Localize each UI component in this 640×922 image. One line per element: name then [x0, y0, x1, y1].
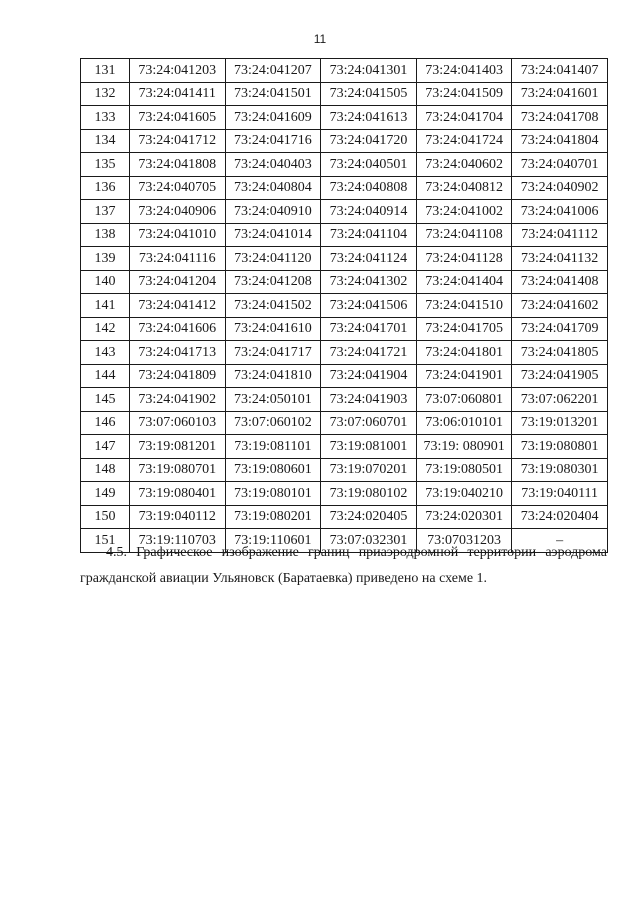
- cadastral-code-cell: 73:24:041501: [225, 82, 321, 106]
- cadastral-code-cell: 73:24:041112: [512, 223, 608, 247]
- table-row: [81, 411, 608, 435]
- cadastral-code-cell: 73:06:010101: [416, 411, 512, 435]
- cadastral-code-cell: 73:24:041609: [225, 106, 321, 130]
- cadastral-code-cell: 73:24:041724: [416, 129, 512, 153]
- table-row: [81, 129, 608, 153]
- cadastral-code-cell: 73:19:081201: [130, 435, 226, 459]
- table-row: [81, 458, 608, 482]
- cadastral-code-cell: 73:24:041116: [130, 247, 226, 271]
- section-paragraph: [80, 540, 607, 592]
- cadastral-code-cell: 73:19:081001: [321, 435, 417, 459]
- cadastral-code-cell: 73:24:040705: [130, 176, 226, 200]
- cadastral-code-cell: 73:24:040808: [321, 176, 417, 200]
- cadastral-code-cell: 73:24:020404: [512, 505, 608, 529]
- table-row: [81, 505, 608, 529]
- cadastral-code-cell: 73:19:080201: [225, 505, 321, 529]
- cadastral-code-cell: 73:19:040111: [512, 482, 608, 506]
- cadastral-code-cell: 73:24:041132: [512, 247, 608, 271]
- cadastral-code-cell: 73:07:060701: [321, 411, 417, 435]
- cadastral-code-cell: 73:07:060102: [225, 411, 321, 435]
- cadastral-code-cell: 73:24:041104: [321, 223, 417, 247]
- cadastral-code-cell: 73:24:041720: [321, 129, 417, 153]
- cadastral-code-cell: 73:24:040902: [512, 176, 608, 200]
- row-number-cell: 136: [81, 176, 130, 200]
- row-number-cell: 134: [81, 129, 130, 153]
- cadastral-code-cell: 73:19:080501: [416, 458, 512, 482]
- cadastral-code-cell: 73:24:041204: [130, 270, 226, 294]
- cadastral-code-cell: 73:19:070201: [321, 458, 417, 482]
- cadastral-code-cell: 73:24:041108: [416, 223, 512, 247]
- cadastral-code-cell: 73:24:040804: [225, 176, 321, 200]
- cadastral-code-cell: 73:24:041805: [512, 341, 608, 365]
- row-number-cell: 137: [81, 200, 130, 224]
- cadastral-code-cell: 73:24:041705: [416, 317, 512, 341]
- cadastral-code-cell: 73:24:041709: [512, 317, 608, 341]
- cadastral-code-cell: 73:24:041302: [321, 270, 417, 294]
- cadastral-code-cell: 73:24:041606: [130, 317, 226, 341]
- row-number-cell: 132: [81, 82, 130, 106]
- cadastral-code-cell: 73:24:041510: [416, 294, 512, 318]
- cadastral-code-cell: 73:24:040501: [321, 153, 417, 177]
- cadastral-code-cell: 73:24:041403: [416, 59, 512, 83]
- table-row: [81, 435, 608, 459]
- cadastral-code-cell: 73:07:060103: [130, 411, 226, 435]
- row-number-cell: 149: [81, 482, 130, 506]
- cadastral-code-cell: 73:24:020301: [416, 505, 512, 529]
- cadastral-code-cell: 73:07:062201: [512, 388, 608, 412]
- row-number-cell: 146: [81, 411, 130, 435]
- cadastral-code-cell: 73:24:040906: [130, 200, 226, 224]
- cadastral-code-cell: 73:24:041721: [321, 341, 417, 365]
- cadastral-code-cell: 73:24:041809: [130, 364, 226, 388]
- cadastral-code-cell: 73:24:041002: [416, 200, 512, 224]
- cadastral-code-cell: 73:24:041014: [225, 223, 321, 247]
- table-row: [81, 200, 608, 224]
- row-number-cell: 151: [81, 529, 130, 553]
- table-row: [81, 223, 608, 247]
- cadastral-code-cell: 73:19:040112: [130, 505, 226, 529]
- cadastral-code-cell: 73:24:041801: [416, 341, 512, 365]
- table-row: [81, 153, 608, 177]
- cadastral-code-cell: 73:24:041601: [512, 82, 608, 106]
- row-number-cell: 145: [81, 388, 130, 412]
- cadastral-code-cell: 73:24:050101: [225, 388, 321, 412]
- table-row: [81, 364, 608, 388]
- cadastral-code-cell: 73:19: 080901: [416, 435, 512, 459]
- cadastral-code-cell: 73:24:041120: [225, 247, 321, 271]
- cadastral-code-cell: 73:24:041704: [416, 106, 512, 130]
- cadastral-code-cell: 73:24:041708: [512, 106, 608, 130]
- cadastral-code-cell: 73:24:041605: [130, 106, 226, 130]
- cadastral-code-cell: 73:24:040701: [512, 153, 608, 177]
- cadastral-code-cell: 73:24:041203: [130, 59, 226, 83]
- cadastral-code-cell: 73:24:041716: [225, 129, 321, 153]
- cadastral-code-cell: 73:24:041207: [225, 59, 321, 83]
- cadastral-code-cell: 73:24:041717: [225, 341, 321, 365]
- cadastral-code-cell: 73:19:013201: [512, 411, 608, 435]
- table-row: [81, 270, 608, 294]
- cadastral-code-cell: 73:24:040403: [225, 153, 321, 177]
- cadastral-code-cell: 73:19:080301: [512, 458, 608, 482]
- cadastral-code-cell: 73:24:041810: [225, 364, 321, 388]
- cadastral-code-cell: 73:24:041904: [321, 364, 417, 388]
- cadastral-code-cell: 73:24:041905: [512, 364, 608, 388]
- row-number-cell: 147: [81, 435, 130, 459]
- row-number-cell: 150: [81, 505, 130, 529]
- cadastral-code-cell: 73:24:041903: [321, 388, 417, 412]
- cadastral-code-cell: 73:24:041404: [416, 270, 512, 294]
- table-row: [81, 247, 608, 271]
- cadastral-code-cell: 73:24:041505: [321, 82, 417, 106]
- cadastral-code-cell: 73:24:041901: [416, 364, 512, 388]
- cadastral-code-cell: 73:19:040210: [416, 482, 512, 506]
- cadastral-code-cell: 73:24:041408: [512, 270, 608, 294]
- cadastral-code-cell: 73:24:040914: [321, 200, 417, 224]
- row-number-cell: 141: [81, 294, 130, 318]
- cadastral-code-cell: 73:24:020405: [321, 505, 417, 529]
- cadastral-code-cell: 73:24:041411: [130, 82, 226, 106]
- cadastral-code-cell: 73:24:041613: [321, 106, 417, 130]
- cadastral-code-cell: 73:24:040910: [225, 200, 321, 224]
- cadastral-code-cell: 73:19:080801: [512, 435, 608, 459]
- table-body: [81, 59, 608, 553]
- table-row: [81, 482, 608, 506]
- cadastral-code-cell: 73:19:080401: [130, 482, 226, 506]
- cadastral-code-cell: 73:24:041509: [416, 82, 512, 106]
- table-row: [81, 388, 608, 412]
- cadastral-code-cell: 73:19:080601: [225, 458, 321, 482]
- cadastral-table: [80, 58, 608, 553]
- table-row: [81, 82, 608, 106]
- cadastral-code-cell: 73:24:041701: [321, 317, 417, 341]
- cadastral-code-cell: 73:24:041124: [321, 247, 417, 271]
- cadastral-code-cell: 73:24:041808: [130, 153, 226, 177]
- cadastral-code-cell: 73:24:041128: [416, 247, 512, 271]
- cadastral-code-cell: 73:24:040812: [416, 176, 512, 200]
- cadastral-code-cell: 73:19:110703: [130, 529, 226, 553]
- cadastral-code-cell: 73:24:040602: [416, 153, 512, 177]
- row-number-cell: 131: [81, 59, 130, 83]
- table-row: [81, 317, 608, 341]
- cadastral-code-cell: 73:24:041713: [130, 341, 226, 365]
- cadastral-code-cell: 73:24:041902: [130, 388, 226, 412]
- cadastral-code-cell: 73:24:041407: [512, 59, 608, 83]
- cadastral-code-cell: 73:24:041412: [130, 294, 226, 318]
- cadastral-code-cell: 73:19:080701: [130, 458, 226, 482]
- cadastral-code-cell: 73:19:080102: [321, 482, 417, 506]
- cadastral-code-cell: 73:24:041506: [321, 294, 417, 318]
- paragraph-text: 4.5. Графическое изображение границ приаэродромной территории аэродрома гражданской авиации Ульяновск (Баратаевка) приведено на схеме 1.: [80, 545, 607, 586]
- row-number-cell: 140: [81, 270, 130, 294]
- cadastral-code-cell: 73:07:060801: [416, 388, 512, 412]
- cadastral-code-cell: 73:07:032301: [321, 529, 417, 553]
- table-row: [81, 106, 608, 130]
- row-number-cell: 133: [81, 106, 130, 130]
- row-number-cell: 143: [81, 341, 130, 365]
- row-number-cell: 138: [81, 223, 130, 247]
- row-number-cell: 144: [81, 364, 130, 388]
- cadastral-code-cell: 73:19:080101: [225, 482, 321, 506]
- page-number: 11: [313, 32, 327, 46]
- cadastral-code-cell: 73:24:041804: [512, 129, 608, 153]
- table-row: [81, 176, 608, 200]
- cadastral-code-cell: 73:19:081101: [225, 435, 321, 459]
- row-number-cell: 139: [81, 247, 130, 271]
- cadastral-code-cell: 73:24:041301: [321, 59, 417, 83]
- row-number-cell: 135: [81, 153, 130, 177]
- cadastral-code-cell: 73:19:110601: [225, 529, 321, 553]
- cadastral-code-cell: 73:24:041010: [130, 223, 226, 247]
- cadastral-code-cell: –: [512, 529, 608, 553]
- cadastral-code-cell: 73:24:041602: [512, 294, 608, 318]
- table-row: [81, 294, 608, 318]
- cadastral-code-cell: 73:24:041006: [512, 200, 608, 224]
- cadastral-code-cell: 73:24:041712: [130, 129, 226, 153]
- row-number-cell: 148: [81, 458, 130, 482]
- cadastral-code-cell: 73:24:041610: [225, 317, 321, 341]
- cadastral-code-cell: 73:24:041208: [225, 270, 321, 294]
- row-number-cell: 142: [81, 317, 130, 341]
- table-row: [81, 59, 608, 83]
- cadastral-code-cell: 73:07031203: [416, 529, 512, 553]
- table-row: [81, 341, 608, 365]
- cadastral-code-cell: 73:24:041502: [225, 294, 321, 318]
